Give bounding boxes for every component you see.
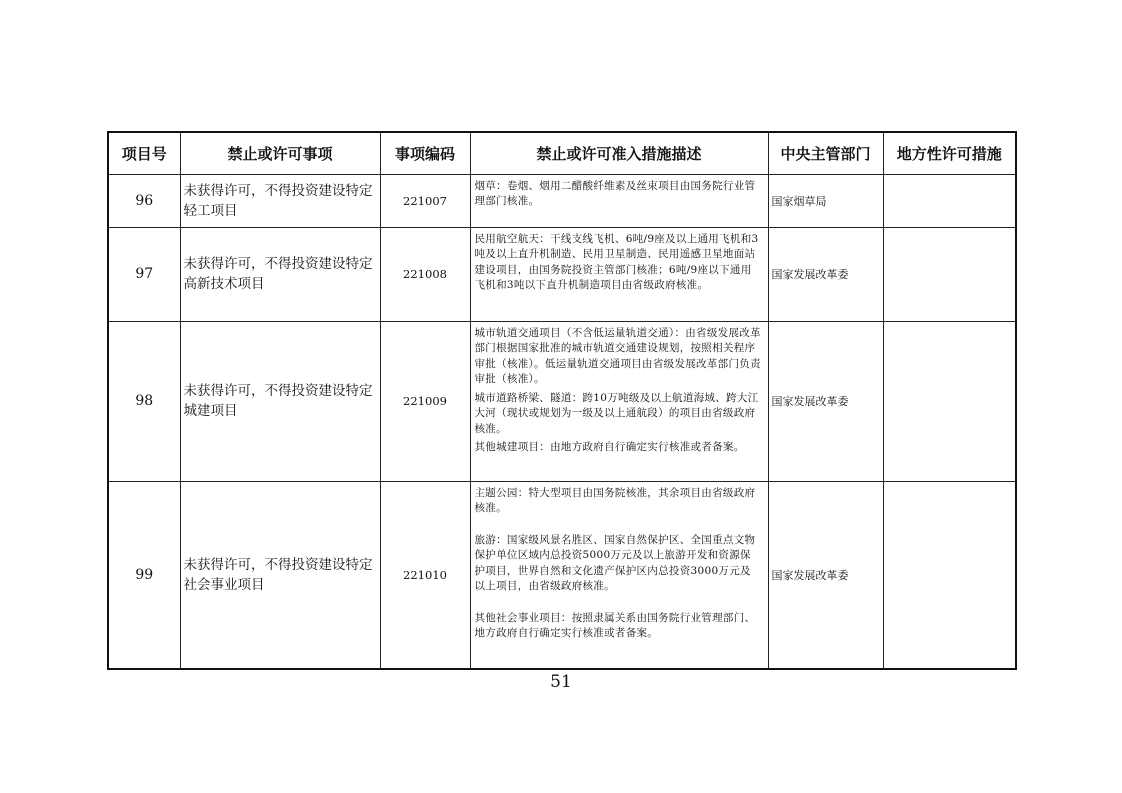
header-central-department: 中央主管部门 (768, 132, 883, 174)
description-paragraph: 旅游：国家级风景名胜区、国家自然保护区、全国重点文物保护单位区域内总投资5000万元及以上旅游开发和资源保护项目，世界自然和文化遗产保护区内总投资3000万元及以上项目，由省级政府核准。 (474, 533, 756, 592)
description-paragraph: 城市轨道交通项目（不含低运量轨道交通）：由省级发展改革部门根据国家批准的城市轨道交通建设规划，按照相关程序审批（核准）。低运量轨道交通项目由省级发展改革部门负责审批（核准）。 (474, 326, 761, 385)
row-department: 国家烟草局 (768, 174, 883, 227)
description-paragraph: 城市道路桥梁、隧道：跨10万吨级及以上航道海域、跨大江大河（现状或规划为一级及以上通航段）的项目由省级政府核准。 (474, 391, 759, 435)
description-paragraph: 其他社会事业项目：按照隶属关系由国务院行业管理部门、地方政府自行确定实行核准或者备案。 (474, 611, 756, 639)
row-item-code: 221008 (380, 227, 470, 321)
row-number: 98 (108, 321, 180, 481)
table-row (108, 227, 1016, 321)
row-item-name: 未获得许可，不得投资建设特定社会事业项目 (180, 481, 380, 669)
description-paragraph: 烟草：卷烟、烟用二醋酸纤维素及丝束项目由国务院行业管理部门核准。 (474, 179, 756, 207)
table-header-row (108, 132, 1016, 174)
header-item-number: 项目号 (108, 132, 180, 174)
header-local-measures: 地方性许可措施 (883, 132, 1016, 174)
row-number: 99 (108, 481, 180, 669)
header-measure-description: 禁止或许可准入措施描述 (470, 132, 768, 174)
page-number: 51 (550, 672, 572, 692)
row-department: 国家发展改革委 (768, 481, 883, 669)
row-description (470, 321, 768, 481)
row-local-measures (883, 321, 1016, 481)
table-row (108, 481, 1016, 669)
row-department: 国家发展改革委 (768, 227, 883, 321)
row-number: 97 (108, 227, 180, 321)
description-paragraph: 民用航空航天：干线支线飞机、6吨/9座及以上通用飞机和3吨及以上直升机制造、民用卫星制造、民用遥感卫星地面站建设项目，由国务院投资主管部门核准；6吨/9座以下通用飞机和3吨以下直升机制造项目由省级政府核准。 (474, 232, 759, 291)
table-row (108, 174, 1016, 227)
header-item-code: 事项编码 (380, 132, 470, 174)
row-item-name: 未获得许可，不得投资建设特定城建项目 (180, 321, 380, 481)
description-paragraph: 主题公园：特大型项目由国务院核准，其余项目由省级政府核准。 (474, 486, 756, 514)
row-description (470, 227, 768, 321)
row-item-code: 221009 (380, 321, 470, 481)
header-item-name: 禁止或许可事项 (180, 132, 380, 174)
row-local-measures (883, 227, 1016, 321)
row-item-code: 221010 (380, 481, 470, 669)
market-access-table (107, 131, 1017, 670)
row-local-measures (883, 481, 1016, 669)
row-description (470, 174, 768, 227)
row-description (470, 481, 768, 669)
approval-table-container (107, 131, 1015, 670)
row-number: 96 (108, 174, 180, 227)
row-item-name: 未获得许可，不得投资建设特定高新技术项目 (180, 227, 380, 321)
row-local-measures (883, 174, 1016, 227)
description-paragraph: 其他城建项目：由地方政府自行确定实行核准或者备案。 (474, 441, 745, 453)
row-department: 国家发展改革委 (768, 321, 883, 481)
row-item-code: 221007 (380, 174, 470, 227)
row-item-name: 未获得许可，不得投资建设特定轻工项目 (180, 174, 380, 227)
table-row (108, 321, 1016, 481)
